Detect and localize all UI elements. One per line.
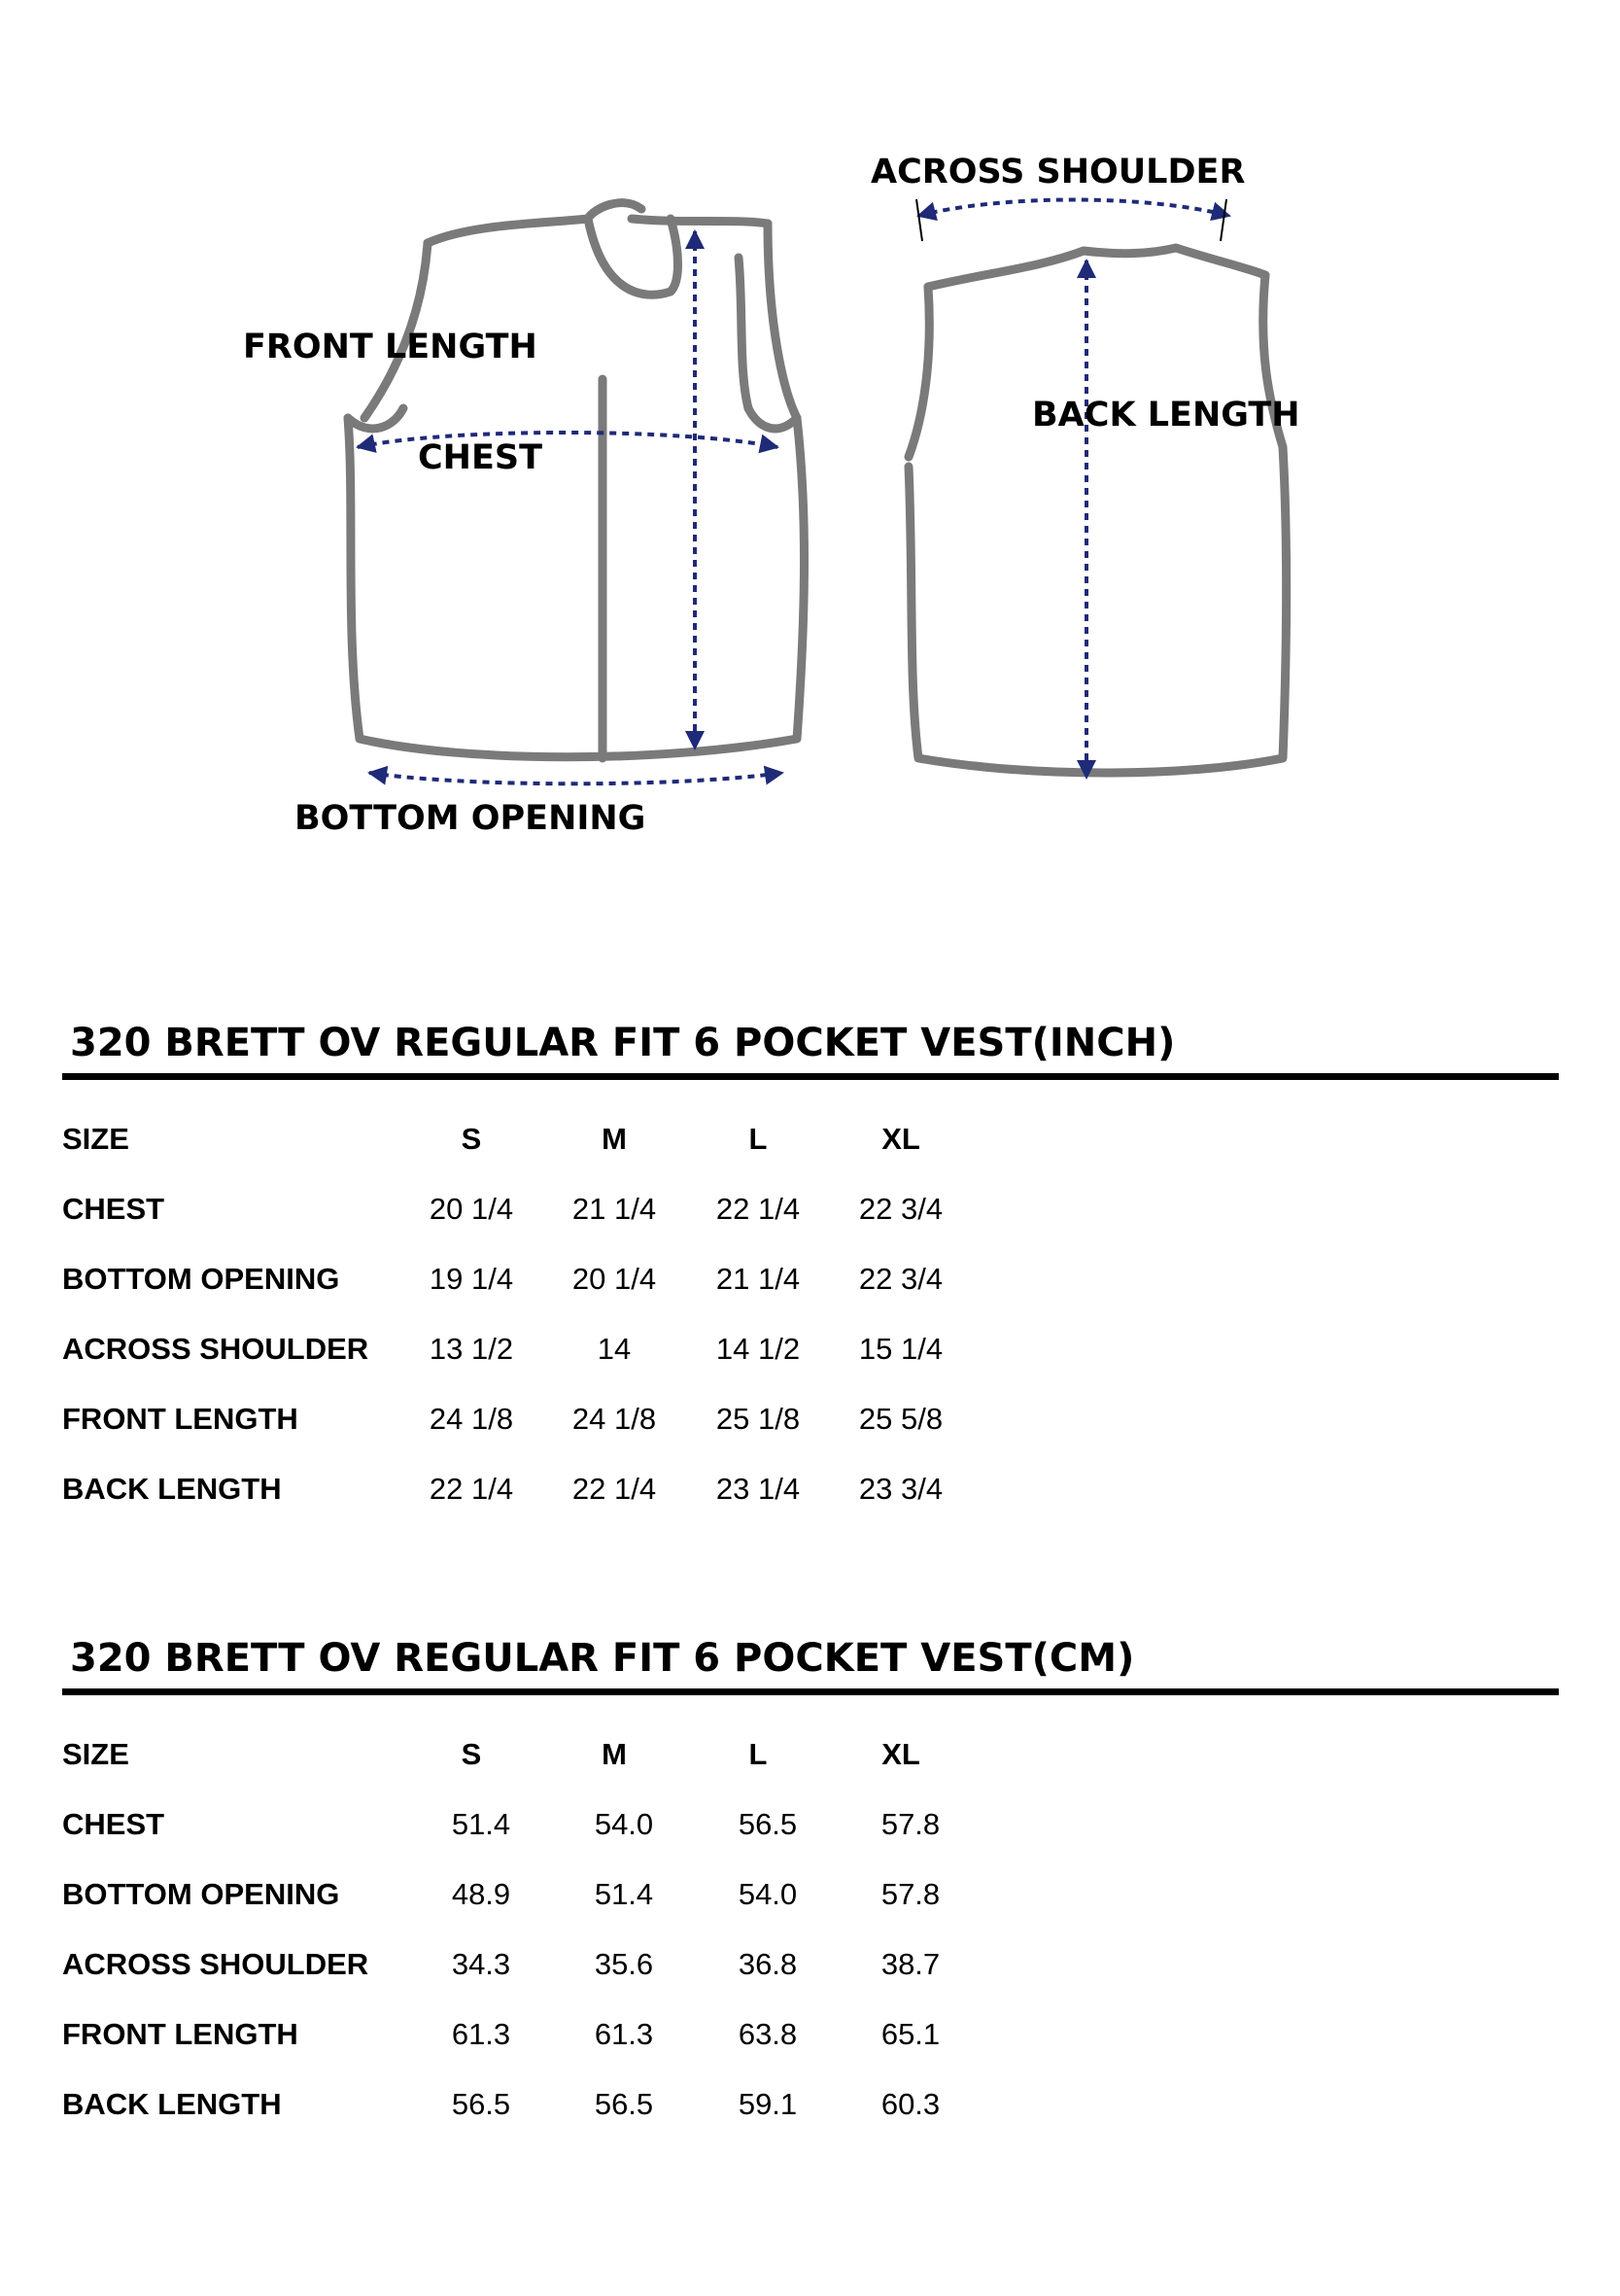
- across-shoulder-arrow: [916, 199, 1229, 241]
- table-cell: 13 1/2: [429, 1332, 514, 1366]
- row-label: BACK LENGTH: [62, 2087, 282, 2121]
- measurement-diagram: [0, 0, 1620, 933]
- table-cell: 34.3: [451, 1947, 511, 1981]
- bottom-opening-label: BOTTOM OPENING: [294, 799, 646, 838]
- row-label: CHEST: [62, 1807, 165, 1841]
- table-row: [62, 1330, 1034, 1400]
- front-length-label: FRONT LENGTH: [243, 328, 537, 366]
- back-length-label: BACK LENGTH: [1032, 396, 1300, 435]
- inch-table-title: 320 BRETT OV REGULAR FIT 6 POCKET VEST(INCH): [70, 1021, 1176, 1065]
- row-label: BOTTOM OPENING: [62, 1262, 340, 1296]
- row-label: BOTTOM OPENING: [62, 1877, 340, 1911]
- table-cell: 60.3: [880, 2087, 941, 2121]
- table-cell: 20 1/4: [571, 1262, 657, 1296]
- table-cell: 23 1/4: [715, 1472, 801, 1506]
- table-cell: 54.0: [594, 1807, 654, 1841]
- table-row: [62, 1470, 1034, 1540]
- table-cell: 36.8: [738, 1947, 798, 1981]
- table-cell: 21 1/4: [571, 1192, 657, 1226]
- table-cell: 51.4: [451, 1807, 511, 1841]
- size-header: SIZE: [62, 1122, 129, 1156]
- across-shoulder-label: ACROSS SHOULDER: [871, 153, 1246, 191]
- table-cell: 54.0: [738, 1877, 798, 1911]
- table-cell: 59.1: [738, 2087, 798, 2121]
- table-cell: 20 1/4: [429, 1192, 514, 1226]
- table-cell: 21 1/4: [715, 1262, 801, 1296]
- table-cell: 56.5: [594, 2087, 654, 2121]
- table-row: [62, 1400, 1034, 1470]
- table-cell: 25 5/8: [858, 1402, 944, 1436]
- table-cell: 48.9: [451, 1877, 511, 1911]
- size-s-header: S: [461, 1737, 482, 1771]
- size-header: SIZE: [62, 1737, 129, 1771]
- table-cell: 22 3/4: [858, 1192, 944, 1226]
- table-header-row: [62, 1120, 1034, 1190]
- table-row: [62, 2015, 1034, 2085]
- table-cell: 24 1/8: [429, 1402, 514, 1436]
- table-cell: 35.6: [594, 1947, 654, 1981]
- table-cell: 65.1: [880, 2017, 941, 2051]
- size-xl-header: XL: [881, 1737, 920, 1771]
- size-xl-header: XL: [881, 1122, 920, 1156]
- title-divider: [62, 1688, 1559, 1695]
- row-label: ACROSS SHOULDER: [62, 1947, 369, 1981]
- size-s-header: S: [461, 1122, 482, 1156]
- table-cell: 63.8: [738, 2017, 798, 2051]
- row-label: FRONT LENGTH: [62, 1402, 298, 1436]
- table-cell: 23 3/4: [858, 1472, 944, 1506]
- chest-label: CHEST: [418, 438, 542, 477]
- cm-table-title: 320 BRETT OV REGULAR FIT 6 POCKET VEST(CM): [70, 1636, 1135, 1681]
- table-cell: 57.8: [880, 1807, 941, 1841]
- table-cell: 51.4: [594, 1877, 654, 1911]
- table-row: [62, 1945, 1034, 2015]
- table-cell: 24 1/8: [571, 1402, 657, 1436]
- size-l-header: L: [748, 1122, 768, 1156]
- table-cell: 22 1/4: [571, 1472, 657, 1506]
- size-m-header: M: [602, 1122, 627, 1156]
- bottom-opening-arrow: [369, 773, 782, 783]
- row-label: FRONT LENGTH: [62, 2017, 298, 2051]
- table-cell: 14 1/2: [715, 1332, 801, 1366]
- table-cell: 56.5: [738, 1807, 798, 1841]
- table-cell: 22 1/4: [715, 1192, 801, 1226]
- row-label: ACROSS SHOULDER: [62, 1332, 369, 1366]
- table-cell: 14: [597, 1332, 632, 1366]
- size-l-header: L: [748, 1737, 768, 1771]
- title-divider: [62, 1073, 1559, 1080]
- size-m-header: M: [602, 1737, 627, 1771]
- cm-table: [62, 1735, 1034, 2155]
- table-cell: 19 1/4: [429, 1262, 514, 1296]
- table-cell: 25 1/8: [715, 1402, 801, 1436]
- table-header-row: [62, 1735, 1034, 1805]
- table-cell: 56.5: [451, 2087, 511, 2121]
- table-row: [62, 1260, 1034, 1330]
- table-cell: 57.8: [880, 1877, 941, 1911]
- table-cell: 61.3: [451, 2017, 511, 2051]
- table-cell: 22 3/4: [858, 1262, 944, 1296]
- row-label: CHEST: [62, 1192, 165, 1226]
- inch-table: [62, 1120, 1034, 1540]
- table-row: [62, 1805, 1034, 1875]
- table-cell: 22 1/4: [429, 1472, 514, 1506]
- table-row: [62, 1875, 1034, 1945]
- table-row: [62, 1190, 1034, 1260]
- table-row: [62, 2085, 1034, 2155]
- table-cell: 61.3: [594, 2017, 654, 2051]
- row-label: BACK LENGTH: [62, 1472, 282, 1506]
- table-cell: 15 1/4: [858, 1332, 944, 1366]
- front-vest-outline: [348, 203, 805, 758]
- back-vest-outline: [909, 248, 1287, 773]
- table-cell: 38.7: [880, 1947, 941, 1981]
